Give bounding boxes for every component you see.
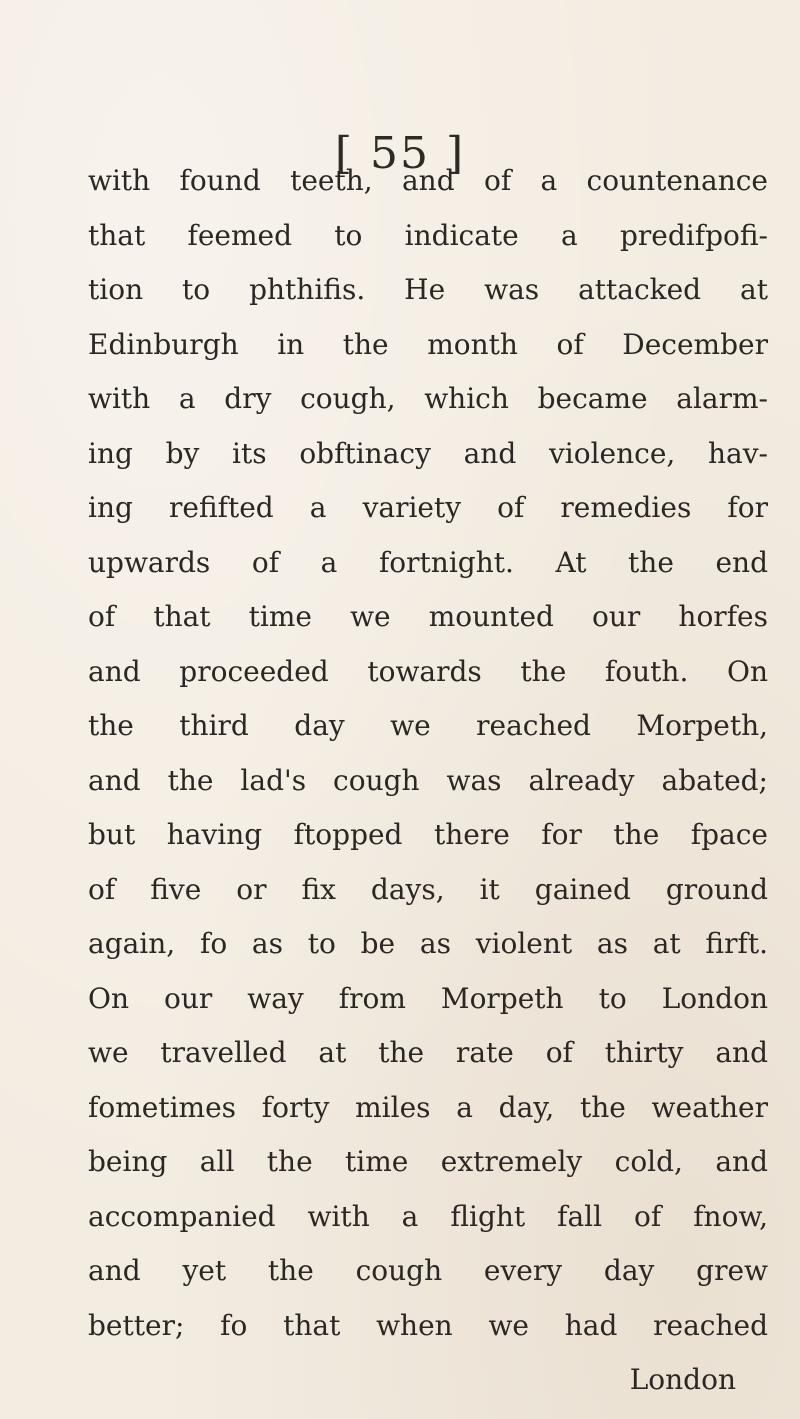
text-line: the third day we reached Morpeth, — [88, 709, 768, 742]
text-line: with found teeth, and of a countenance — [88, 164, 768, 197]
text-line: accompanied with a flight fall of fnow, — [88, 1199, 768, 1233]
text-line: of five or fix days, it gained ground — [88, 872, 768, 906]
text-line: upwards of a fortnight. At the end — [88, 545, 768, 579]
text-line: tion to phthifis. He was attacked at — [88, 273, 768, 306]
text-line: Edinburgh in the month of December — [88, 327, 768, 361]
text-line: with a dry cough, which became alarm- — [88, 382, 768, 415]
text-line: being all the time extremely cold, and — [88, 1145, 768, 1178]
text-line: On our way from Morpeth to London — [88, 981, 768, 1015]
text-line: ing refifted a variety of remedies for — [88, 491, 768, 524]
text-line: better; fo that when we had reached — [88, 1308, 768, 1342]
text-line: that feemed to indicate a predifpofi- — [88, 218, 768, 252]
text-line: ing by its obftinacy and violence, hav- — [88, 436, 768, 470]
text-line: and proceeded towards the fouth. On — [88, 654, 768, 688]
text-line: again, fo as to be as violent as at firft. — [88, 927, 768, 960]
text-line: we travelled at the rate of thirty and — [88, 1036, 768, 1069]
page-number: [ 55 ] — [334, 128, 466, 179]
text-line: of that time we mounted our horfes — [88, 600, 768, 633]
text-line: but having ftopped there for the fpace — [88, 818, 768, 851]
text-line: and yet the cough every day grew — [88, 1254, 768, 1287]
text-line: and the lad's cough was already abated; — [88, 763, 768, 797]
body-text — [88, 154, 768, 1408]
text-line: fometimes forty miles a day, the weather — [88, 1090, 768, 1124]
catchword: London — [629, 1363, 736, 1396]
